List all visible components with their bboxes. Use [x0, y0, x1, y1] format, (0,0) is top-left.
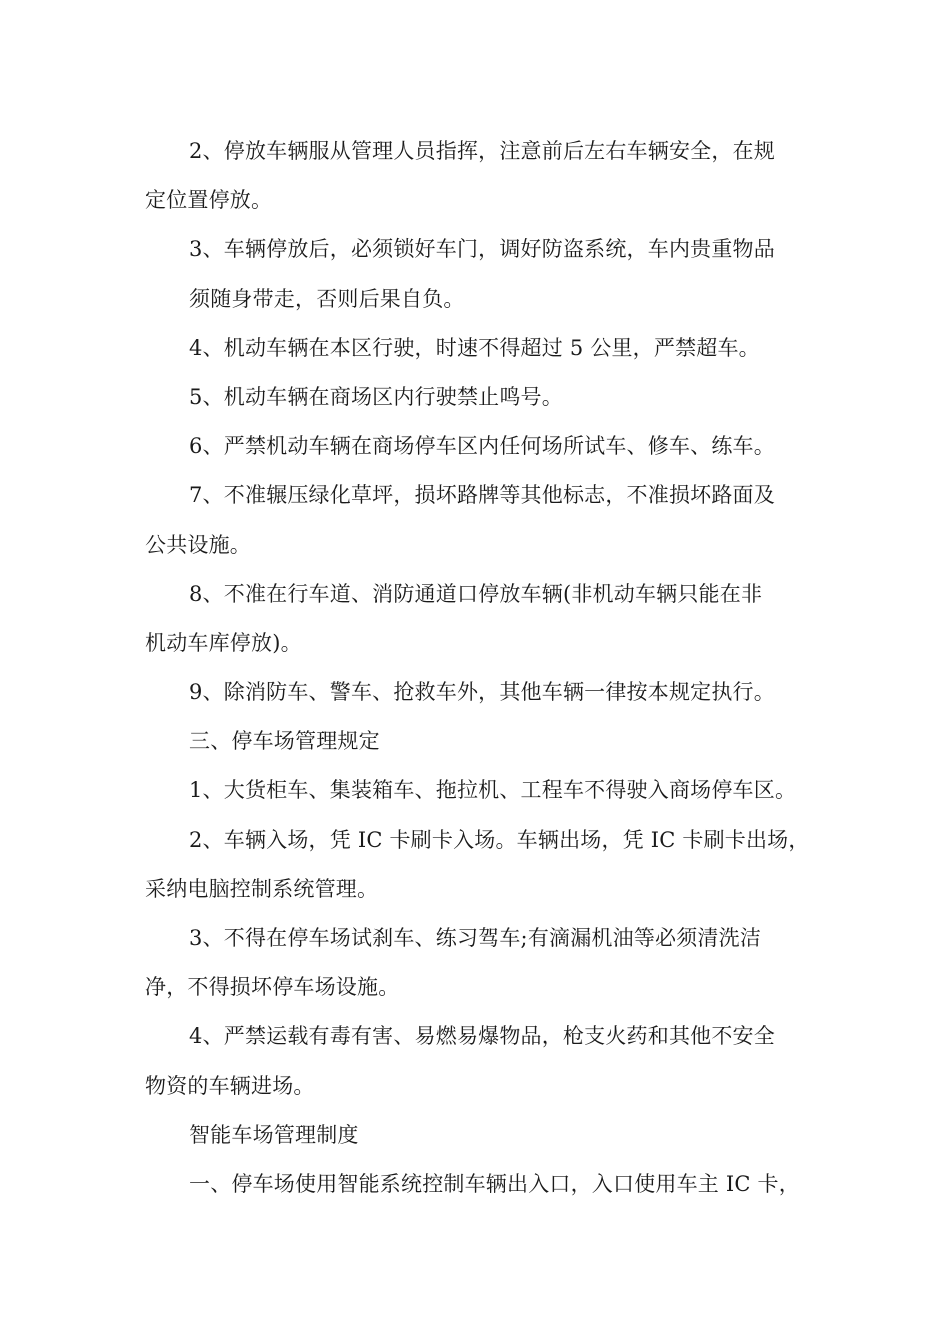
text-line: 物资的车辆进场。 — [145, 1073, 315, 1098]
text-line: 2、车辆入场，凭 IC 卡刷卡入场。车辆出场，凭 IC 卡刷卡出场， — [189, 827, 810, 852]
section-heading: 三、停车场管理规定 — [189, 729, 380, 754]
text-line: 5、机动车辆在商场区内行驶禁止鸣号。 — [189, 384, 563, 409]
text-line: 3、不得在停车场试刹车、练习驾车;有滴漏机油等必须清洗洁 — [189, 926, 762, 950]
text-line: 2、停放车辆服从管理人员指挥，注意前后左右车辆安全，在规 — [189, 139, 775, 163]
text-line: 采纳电脑控制系统管理。 — [145, 876, 379, 901]
text-line: 1、大货柜车、集装箱车、拖拉机、工程车不得驶入商场停车区。 — [189, 778, 797, 803]
text-line: 公共设施。 — [145, 532, 251, 557]
text-line: 4、机动车辆在本区行驶，时速不得超过 5 公里，严禁超车。 — [189, 335, 760, 360]
section-heading: 智能车场管理制度 — [189, 1122, 359, 1147]
text-line: 一、停车场使用智能系统控制车辆出入口，入口使用车主 IC 卡， — [189, 1171, 800, 1196]
text-line: 6、严禁机动车辆在商场停车区内任何场所试车、修车、练车。 — [189, 434, 775, 459]
document-body — [145, 127, 825, 1209]
text-line: 8、不准在行车道、消防通道口停放车辆(非机动车辆只能在非 — [189, 581, 763, 606]
text-line: 3、车辆停放后，必须锁好车门，调好防盗系统，车内贵重物品 — [189, 237, 775, 262]
text-line: 4、严禁运载有毒有害、易燃易爆物品，枪支火药和其他不安全 — [189, 1024, 775, 1049]
text-line: 须随身带走，否则后果自负。 — [189, 286, 465, 311]
text-line: 净，不得损坏停车场设施。 — [145, 975, 400, 1000]
text-line: 定位置停放。 — [145, 188, 273, 213]
text-line: 机动车库停放)。 — [145, 630, 302, 655]
text-line: 9、除消防车、警车、抢救车外，其他车辆一律按本规定执行。 — [189, 680, 775, 705]
text-line: 7、不准辗压绿化草坪，损坏路牌等其他标志，不准损坏路面及 — [189, 483, 775, 508]
